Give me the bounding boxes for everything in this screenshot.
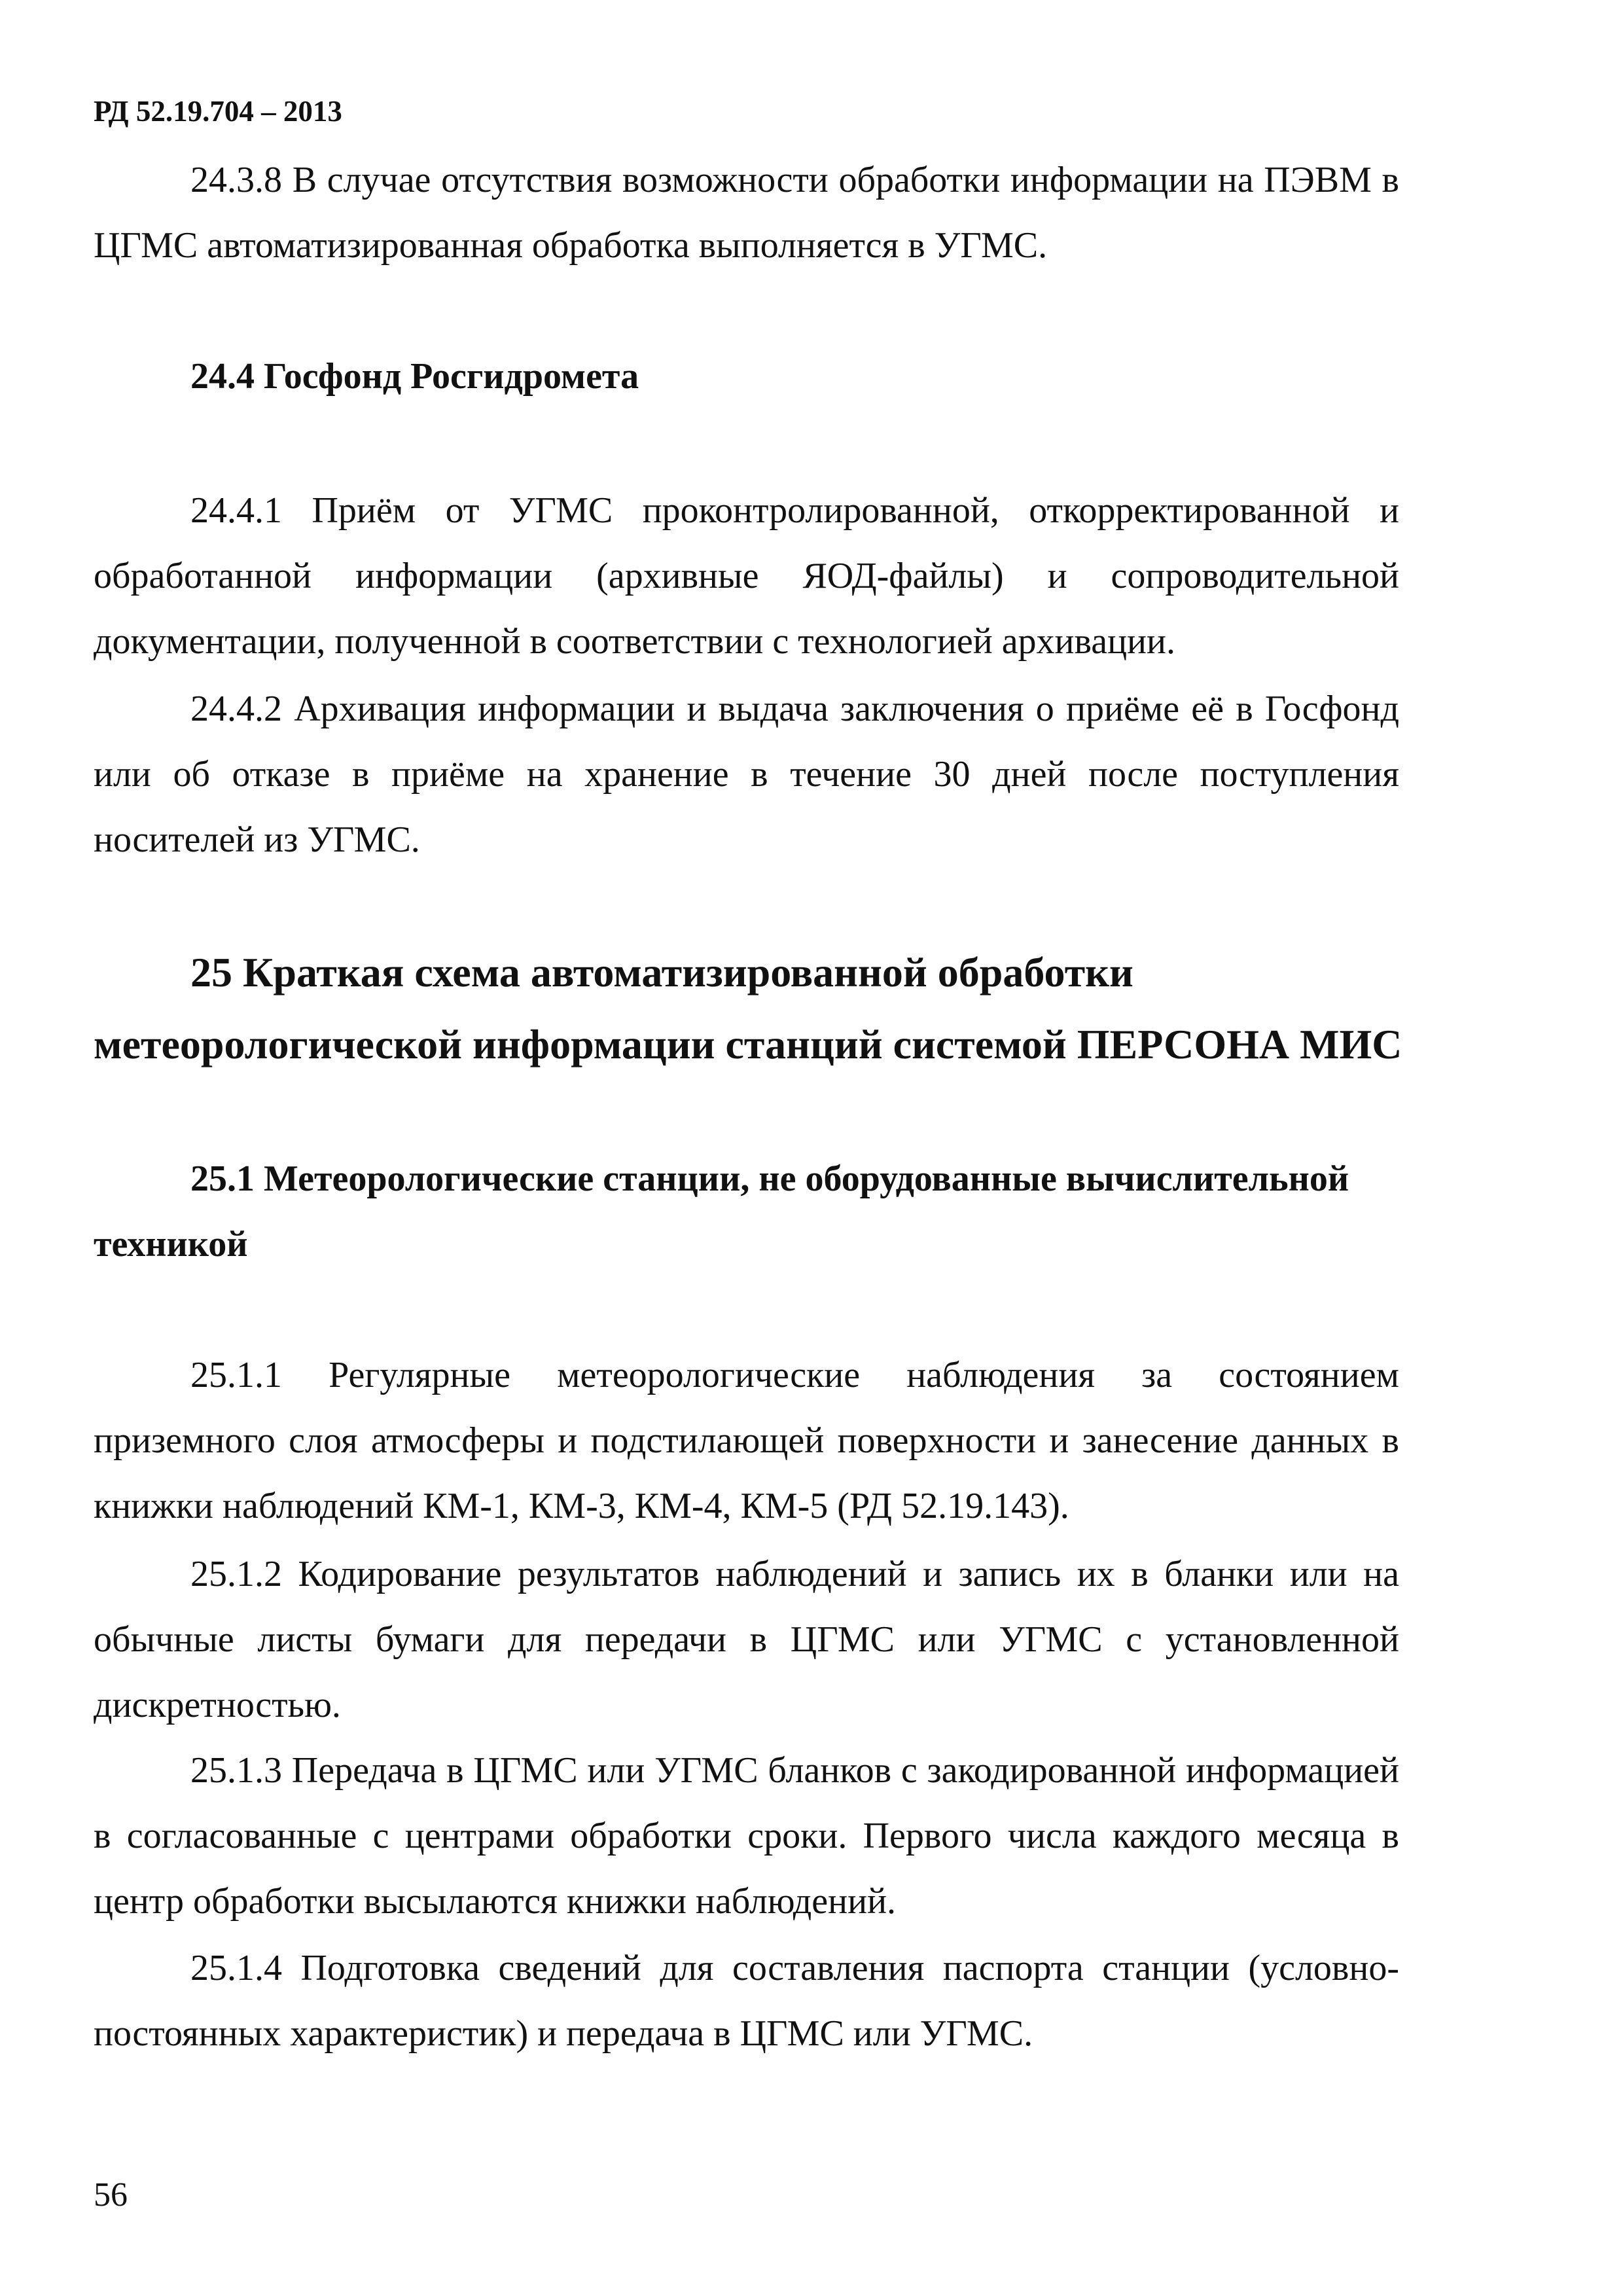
document-header: РД 52.19.704 – 2013	[94, 95, 342, 128]
paragraph-24-4-1: 24.4.1 Приём от УГМС проконтролированной, откорректированной и обработанной информации (архивные ЯОД-файлы) и сопроводительной документации, полученной в соответствии с технологией архивации.	[94, 490, 1399, 662]
page-number: 56	[94, 2176, 128, 2214]
paragraph-25-1-3: 25.1.3 Передача в ЦГМС или УГМС бланков с закодированной информацией в согласованные с центрами обработки сроки. Первого числа каждого месяца в центр обработки высылаются книжки наблюдений.	[94, 1750, 1399, 1922]
paragraph-25-1-2: 25.1.2 Кодирование результатов наблюдений и запись их в бланки или на обычные листы бумаги для передачи в ЦГМС или УГМС с установленной дискретностью.	[94, 1554, 1399, 1725]
section-heading-25: 25 Краткая схема автоматизированной обработки метеорологической информации станций системой ПЕРСОНА МИС	[94, 949, 1402, 1067]
paragraph-25-1-4: 25.1.4 Подготовка сведений для составления паспорта станции (условно-постоянных характеристик) и передача в ЦГМС или УГМС.	[94, 1948, 1399, 2054]
paragraph-25-1-1: 25.1.1 Регулярные метеорологические наблюдения за состоянием приземного слоя атмосферы и подстилающей поверхности и занесение данных в книжки наблюдений КМ-1, КМ-3, КМ-4, КМ-5 (РД 52.19.143).	[94, 1355, 1399, 1526]
section-heading-24-4: 24.4 Госфонд Росгидромета	[190, 356, 639, 397]
paragraph-24-4-2: 24.4.2 Архивация информации и выдача заключения о приёме её в Госфонд или об отказе в приёме на хранение в течение 30 дней после поступления носителей из УГМС.	[94, 689, 1399, 860]
section-heading-25-1: 25.1 Метеорологические станции, не оборудованные вычислительной техникой	[94, 1158, 1349, 1265]
paragraph-24-3-8: 24.3.8 В случае отсутствия возможности обработки информации на ПЭВМ в ЦГМС автоматизированная обработка выполняется в УГМС.	[94, 160, 1399, 266]
